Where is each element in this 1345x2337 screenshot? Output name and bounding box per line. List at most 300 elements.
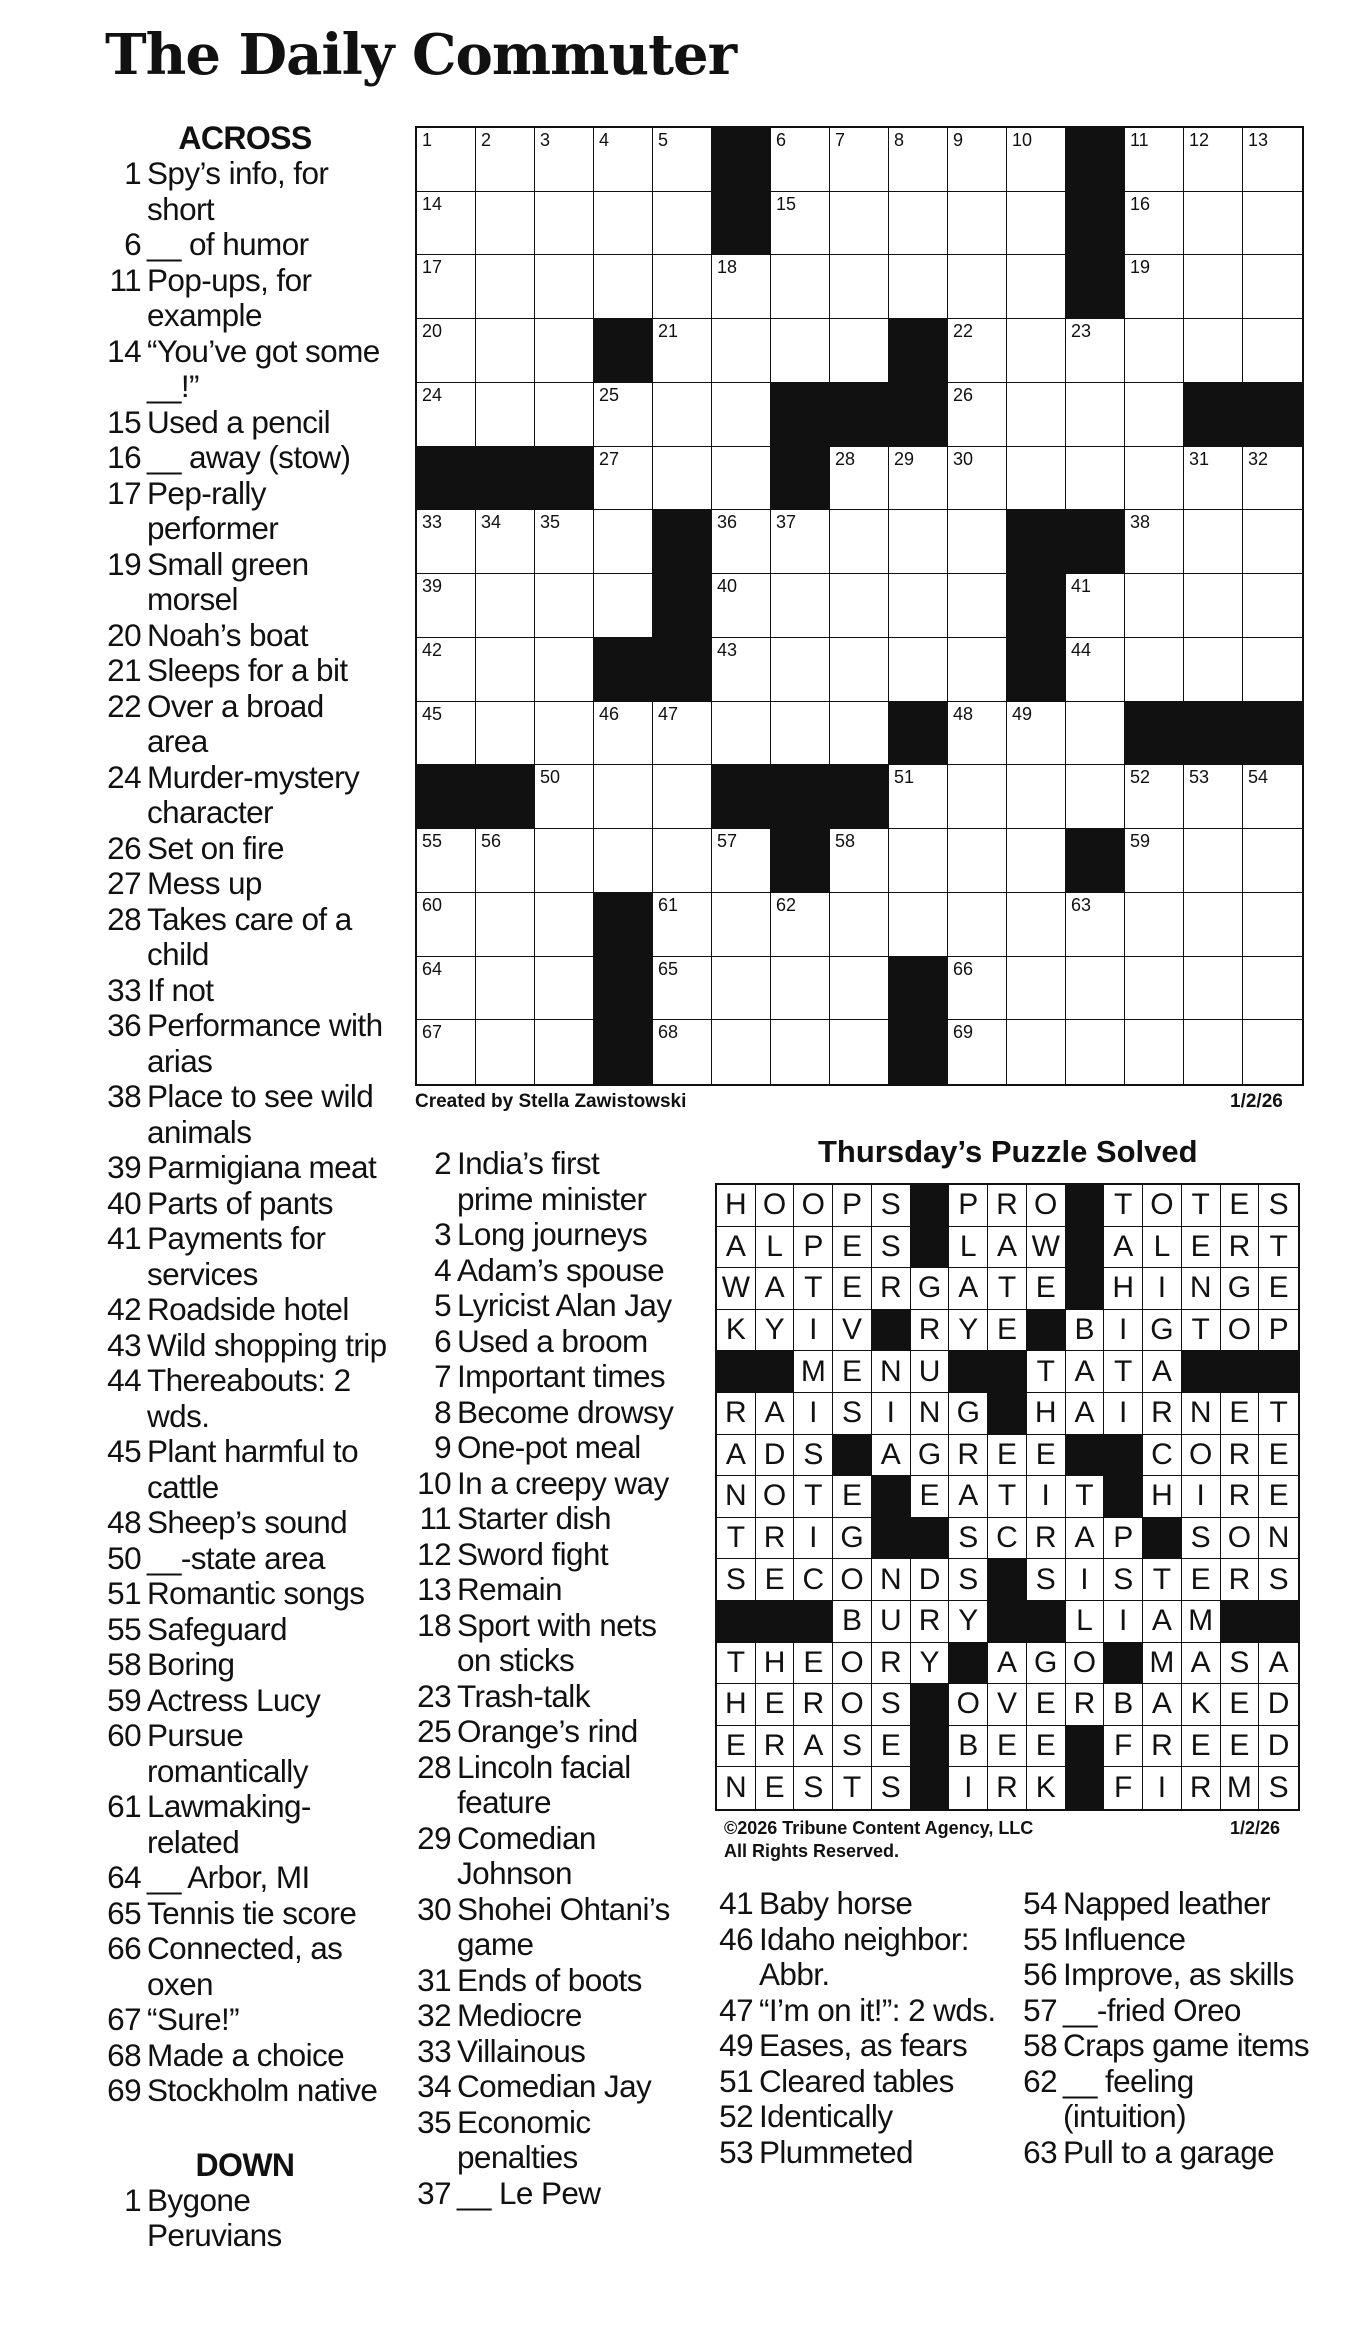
clue-text: Place to see wild animals xyxy=(147,1078,374,1150)
clue-text: Noah’s boat xyxy=(147,616,308,653)
clue-text: Safeguard xyxy=(147,1610,287,1647)
black-square xyxy=(911,1518,950,1560)
puzzle-cell[interactable] xyxy=(594,255,653,319)
puzzle-cell[interactable] xyxy=(476,957,535,1021)
puzzle-cell[interactable] xyxy=(535,893,594,957)
puzzle-cell[interactable] xyxy=(889,638,948,702)
clue-number: 24 xyxy=(107,758,141,795)
clue-number: 43 xyxy=(107,1326,141,1363)
solution-cell: L xyxy=(949,1227,988,1269)
puzzle-cell[interactable] xyxy=(417,1020,476,1084)
puzzle-cell[interactable] xyxy=(653,383,712,447)
down-clue-5 xyxy=(410,1288,680,1324)
solution-cell: E xyxy=(717,1726,756,1768)
puzzle-cell[interactable] xyxy=(535,192,594,256)
puzzle-cell[interactable] xyxy=(889,893,948,957)
puzzle-cell[interactable] xyxy=(1184,574,1243,638)
solution-cell: A xyxy=(988,1643,1027,1685)
puzzle-cell[interactable] xyxy=(889,128,948,192)
puzzle-cell[interactable] xyxy=(771,319,830,383)
solution-cell: T xyxy=(1027,1351,1066,1393)
puzzle-cell[interactable] xyxy=(653,128,712,192)
puzzle-cell[interactable] xyxy=(1007,957,1066,1021)
puzzle-cell[interactable] xyxy=(1007,893,1066,957)
clue-number: 6 xyxy=(124,226,141,262)
puzzle-cell[interactable] xyxy=(1243,1020,1302,1084)
puzzle-cell[interactable] xyxy=(889,192,948,256)
puzzle-cell[interactable] xyxy=(1243,255,1302,319)
puzzle-cell[interactable] xyxy=(535,383,594,447)
puzzle-cell[interactable] xyxy=(830,574,889,638)
puzzle-cell[interactable] xyxy=(535,574,594,638)
clue-text: Performance with arias xyxy=(147,1007,383,1079)
solution-cell: G xyxy=(911,1268,950,1310)
puzzle-cell[interactable] xyxy=(653,702,712,766)
puzzle-cell[interactable] xyxy=(476,255,535,319)
puzzle-cell[interactable] xyxy=(1243,957,1302,1021)
puzzle-cell[interactable] xyxy=(948,702,1007,766)
puzzle-cell[interactable] xyxy=(830,510,889,574)
puzzle-cell[interactable] xyxy=(830,702,889,766)
black-square xyxy=(872,1310,911,1352)
puzzle-cell[interactable] xyxy=(830,255,889,319)
puzzle-cell[interactable] xyxy=(476,638,535,702)
black-square xyxy=(771,383,830,447)
puzzle-cell[interactable] xyxy=(653,192,712,256)
clue-number: 33 xyxy=(107,971,141,1008)
puzzle-cell[interactable] xyxy=(712,574,771,638)
puzzle-cell[interactable] xyxy=(889,574,948,638)
puzzle-cell[interactable] xyxy=(712,319,771,383)
puzzle-cell[interactable] xyxy=(1184,765,1243,829)
clue-number: 21 xyxy=(107,652,141,688)
puzzle-cell[interactable] xyxy=(948,1020,1007,1084)
puzzle-cell[interactable] xyxy=(417,574,476,638)
puzzle-cell[interactable] xyxy=(476,510,535,574)
puzzle-cell[interactable] xyxy=(712,702,771,766)
puzzle-cell[interactable] xyxy=(948,957,1007,1021)
puzzle-cell[interactable] xyxy=(476,319,535,383)
solution-cell: A xyxy=(756,1268,795,1310)
puzzle-cell[interactable] xyxy=(771,1020,830,1084)
puzzle-cell[interactable] xyxy=(948,447,1007,511)
puzzle-cell[interactable] xyxy=(712,893,771,957)
clue-number: 41 xyxy=(107,1220,141,1256)
across-clue-24 xyxy=(100,760,390,831)
puzzle-cell[interactable] xyxy=(771,893,830,957)
puzzle-cell[interactable] xyxy=(948,192,1007,256)
puzzle-cell[interactable] xyxy=(594,702,653,766)
solution-cell: T xyxy=(988,1268,1027,1310)
solution-cell: R xyxy=(717,1393,756,1435)
black-square xyxy=(889,702,948,766)
puzzle-cell[interactable] xyxy=(594,765,653,829)
puzzle-cell[interactable] xyxy=(1184,192,1243,256)
newspaper-title: The Daily Commuter xyxy=(105,22,737,88)
puzzle-cell[interactable] xyxy=(830,192,889,256)
solution-cell: I xyxy=(1066,1559,1105,1601)
solution-cell: T xyxy=(1182,1310,1221,1352)
puzzle-cell[interactable] xyxy=(712,255,771,319)
puzzle-cell[interactable] xyxy=(771,957,830,1021)
puzzle-cell[interactable] xyxy=(594,510,653,574)
puzzle-cell[interactable] xyxy=(417,319,476,383)
puzzle-cell[interactable] xyxy=(653,893,712,957)
down-clue-51 xyxy=(712,2064,1012,2100)
puzzle-cell[interactable] xyxy=(830,1020,889,1084)
clue-text: In a creepy way xyxy=(457,1464,669,1501)
puzzle-cell[interactable] xyxy=(1184,829,1243,893)
solution-cell: D xyxy=(911,1559,950,1601)
clue-text: Adam’s spouse xyxy=(457,1251,664,1288)
puzzle-cell[interactable] xyxy=(1184,128,1243,192)
puzzle-cell[interactable] xyxy=(830,638,889,702)
solution-cell: A xyxy=(794,1726,833,1768)
clue-text: Lincoln facial feature xyxy=(457,1748,631,1820)
puzzle-cell[interactable] xyxy=(1066,893,1125,957)
solution-cell: N xyxy=(911,1393,950,1435)
solution-cell: S xyxy=(794,1435,833,1477)
solution-cell: E xyxy=(1027,1726,1066,1768)
puzzle-cell[interactable] xyxy=(653,447,712,511)
solution-cell: U xyxy=(872,1601,911,1643)
black-square xyxy=(833,1435,872,1477)
puzzle-cell[interactable] xyxy=(476,1020,535,1084)
down-clue-57 xyxy=(1016,1993,1316,2029)
puzzle-cell[interactable] xyxy=(476,829,535,893)
puzzle-cell[interactable] xyxy=(417,638,476,702)
puzzle-cell[interactable] xyxy=(948,255,1007,319)
puzzle-cell[interactable] xyxy=(771,510,830,574)
puzzle-cell[interactable] xyxy=(476,128,535,192)
across-clue-33 xyxy=(100,973,390,1009)
clue-text: Plant harmful to cattle xyxy=(147,1433,359,1505)
puzzle-cell[interactable] xyxy=(1184,319,1243,383)
puzzle-cell[interactable] xyxy=(417,702,476,766)
clue-number: 34 xyxy=(417,2068,451,2104)
puzzle-cell[interactable] xyxy=(417,192,476,256)
puzzle-cell[interactable] xyxy=(889,510,948,574)
solution-cell: P xyxy=(794,1227,833,1269)
cell-number: 24 xyxy=(422,384,443,405)
clue-text: Used a pencil xyxy=(147,403,331,440)
puzzle-cell[interactable] xyxy=(535,319,594,383)
clue-text: Tennis tie score xyxy=(147,1894,357,1931)
puzzle-cell[interactable] xyxy=(1007,192,1066,256)
cell-number: 59 xyxy=(1130,831,1151,852)
clue-number: 15 xyxy=(107,403,141,440)
puzzle-cell[interactable] xyxy=(830,128,889,192)
puzzle-cell[interactable] xyxy=(889,447,948,511)
puzzle-cell[interactable] xyxy=(594,128,653,192)
across-clue-1 xyxy=(100,156,390,227)
solution-cell: E xyxy=(1027,1435,1066,1477)
puzzle-cell[interactable] xyxy=(712,1020,771,1084)
puzzle-cell[interactable] xyxy=(1066,383,1125,447)
solution-cell: Y xyxy=(911,1643,950,1685)
solution-cell: E xyxy=(988,1310,1027,1352)
puzzle-cell[interactable] xyxy=(712,447,771,511)
puzzle-cell[interactable] xyxy=(948,574,1007,638)
down-clue-18 xyxy=(410,1608,680,1679)
cell-number: 1 xyxy=(422,130,433,150)
puzzle-cell[interactable] xyxy=(1125,893,1184,957)
cell-number: 17 xyxy=(422,257,443,278)
solution-cell: R xyxy=(949,1435,988,1477)
black-square xyxy=(1066,1435,1105,1477)
puzzle-cell[interactable] xyxy=(771,638,830,702)
solution-cell: A xyxy=(1143,1351,1182,1393)
puzzle-cell[interactable] xyxy=(1125,829,1184,893)
puzzle-cell[interactable] xyxy=(1007,1020,1066,1084)
clue-number: 64 xyxy=(107,1859,141,1895)
puzzle-cell[interactable] xyxy=(417,957,476,1021)
down-clue-46 xyxy=(712,1922,1012,1993)
puzzle-cell[interactable] xyxy=(889,255,948,319)
puzzle-cell[interactable] xyxy=(535,638,594,702)
puzzle-cell[interactable] xyxy=(830,893,889,957)
black-square xyxy=(988,1351,1027,1393)
across-clue-16 xyxy=(100,440,390,476)
puzzle-cell[interactable] xyxy=(653,255,712,319)
puzzle-cell[interactable] xyxy=(1125,255,1184,319)
puzzle-cell[interactable] xyxy=(1125,1020,1184,1084)
puzzle-cell[interactable] xyxy=(830,447,889,511)
puzzle-cell[interactable] xyxy=(948,383,1007,447)
cell-number: 28 xyxy=(835,448,856,469)
puzzle-cell[interactable] xyxy=(476,383,535,447)
puzzle-cell[interactable] xyxy=(1125,319,1184,383)
puzzle-cell[interactable] xyxy=(948,510,1007,574)
puzzle-cell[interactable] xyxy=(1066,638,1125,702)
solution-cell: S xyxy=(1259,1185,1298,1227)
puzzle-cell[interactable] xyxy=(1243,319,1302,383)
puzzle-cell[interactable] xyxy=(1066,702,1125,766)
puzzle-cell[interactable] xyxy=(948,319,1007,383)
puzzle-cell[interactable] xyxy=(653,1020,712,1084)
solution-cell: E xyxy=(1221,1684,1260,1726)
puzzle-cell[interactable] xyxy=(594,192,653,256)
solution-cell: A xyxy=(1259,1643,1298,1685)
puzzle-cell[interactable] xyxy=(948,128,1007,192)
solution-cell: R xyxy=(794,1684,833,1726)
cell-number: 69 xyxy=(953,1022,974,1043)
puzzle-cell[interactable] xyxy=(771,574,830,638)
puzzle-cell[interactable] xyxy=(1007,128,1066,192)
black-square xyxy=(1125,702,1184,766)
solution-cell: O xyxy=(833,1643,872,1685)
puzzle-cell[interactable] xyxy=(1125,765,1184,829)
puzzle-cell[interactable] xyxy=(1125,128,1184,192)
solution-cell: I xyxy=(1104,1310,1143,1352)
clue-text: Set on fire xyxy=(147,829,284,866)
puzzle-cell[interactable] xyxy=(889,765,948,829)
puzzle-cell[interactable] xyxy=(1184,255,1243,319)
puzzle-cell[interactable] xyxy=(1243,128,1302,192)
crossword-grid[interactable] xyxy=(415,126,1304,1086)
solution-cell: S xyxy=(872,1227,911,1269)
puzzle-cell[interactable] xyxy=(1184,447,1243,511)
puzzle-cell[interactable] xyxy=(1125,638,1184,702)
puzzle-cell[interactable] xyxy=(594,829,653,893)
puzzle-cell[interactable] xyxy=(653,319,712,383)
puzzle-cell[interactable] xyxy=(535,510,594,574)
cell-number: 6 xyxy=(776,130,787,150)
clue-number: 29 xyxy=(417,1819,451,1856)
puzzle-cell[interactable] xyxy=(535,765,594,829)
puzzle-cell[interactable] xyxy=(1007,383,1066,447)
puzzle-cell[interactable] xyxy=(1243,574,1302,638)
puzzle-cell[interactable] xyxy=(1243,765,1302,829)
puzzle-cell[interactable] xyxy=(594,383,653,447)
puzzle-cell[interactable] xyxy=(889,829,948,893)
solution-cell: R xyxy=(1221,1559,1260,1601)
puzzle-cell[interactable] xyxy=(1243,192,1302,256)
puzzle-cell[interactable] xyxy=(1066,319,1125,383)
puzzle-cell[interactable] xyxy=(476,702,535,766)
clue-text: If not xyxy=(147,971,214,1008)
puzzle-cell[interactable] xyxy=(1007,447,1066,511)
puzzle-cell[interactable] xyxy=(830,829,889,893)
puzzle-cell[interactable] xyxy=(771,128,830,192)
puzzle-cell[interactable] xyxy=(1184,1020,1243,1084)
puzzle-cell[interactable] xyxy=(476,192,535,256)
solution-cell: M xyxy=(1182,1601,1221,1643)
puzzle-cell[interactable] xyxy=(1066,1020,1125,1084)
puzzle-cell[interactable] xyxy=(1066,447,1125,511)
puzzle-cell[interactable] xyxy=(535,255,594,319)
puzzle-cell[interactable] xyxy=(1125,192,1184,256)
black-square xyxy=(1221,1351,1260,1393)
solution-cell: R xyxy=(988,1185,1027,1227)
cell-number: 29 xyxy=(894,448,915,469)
cell-number: 7 xyxy=(835,130,846,150)
puzzle-cell[interactable] xyxy=(653,829,712,893)
across-clue-28 xyxy=(100,902,390,973)
puzzle-cell[interactable] xyxy=(1184,957,1243,1021)
puzzle-cell[interactable] xyxy=(1184,638,1243,702)
puzzle-cell[interactable] xyxy=(1125,510,1184,574)
puzzle-cell[interactable] xyxy=(535,957,594,1021)
puzzle-cell[interactable] xyxy=(417,383,476,447)
puzzle-cell[interactable] xyxy=(1125,383,1184,447)
cell-number: 19 xyxy=(1130,257,1151,278)
puzzle-cell[interactable] xyxy=(712,383,771,447)
puzzle-cell[interactable] xyxy=(948,829,1007,893)
puzzle-cell[interactable] xyxy=(535,128,594,192)
puzzle-cell[interactable] xyxy=(1007,702,1066,766)
cell-number: 31 xyxy=(1189,448,1210,469)
clue-number: 1 xyxy=(124,2181,141,2218)
puzzle-cell[interactable] xyxy=(712,510,771,574)
puzzle-cell[interactable] xyxy=(1243,829,1302,893)
puzzle-cell[interactable] xyxy=(417,829,476,893)
solution-cell: E xyxy=(833,1476,872,1518)
black-square xyxy=(653,638,712,702)
solution-cell: A xyxy=(872,1435,911,1477)
solution-cell: R xyxy=(1143,1393,1182,1435)
puzzle-cell[interactable] xyxy=(476,893,535,957)
puzzle-cell[interactable] xyxy=(535,1020,594,1084)
solution-cell: D xyxy=(1259,1726,1298,1768)
black-square xyxy=(771,447,830,511)
puzzle-cell[interactable] xyxy=(653,765,712,829)
solution-cell: E xyxy=(1259,1476,1298,1518)
puzzle-cell[interactable] xyxy=(417,128,476,192)
puzzle-cell[interactable] xyxy=(653,957,712,1021)
puzzle-cell[interactable] xyxy=(1007,829,1066,893)
puzzle-cell[interactable] xyxy=(1243,447,1302,511)
puzzle-cell[interactable] xyxy=(1125,957,1184,1021)
puzzle-cell[interactable] xyxy=(712,638,771,702)
down-clue-30 xyxy=(410,1892,680,1963)
clue-number: 63 xyxy=(1023,2133,1057,2170)
puzzle-cell[interactable] xyxy=(771,702,830,766)
puzzle-cell[interactable] xyxy=(948,893,1007,957)
puzzle-cell[interactable] xyxy=(535,829,594,893)
solution-cell: O xyxy=(756,1476,795,1518)
puzzle-cell[interactable] xyxy=(1066,957,1125,1021)
puzzle-cell[interactable] xyxy=(417,255,476,319)
solution-cell: B xyxy=(1066,1310,1105,1352)
cell-number: 64 xyxy=(422,958,443,979)
puzzle-credit: Created by Stella Zawistowski xyxy=(415,1091,687,1112)
solution-cell: A xyxy=(949,1268,988,1310)
clue-text: Napped leather xyxy=(1063,1885,1271,1921)
puzzle-cell[interactable] xyxy=(594,574,653,638)
down-clue-11 xyxy=(410,1501,680,1537)
down-clue-55 xyxy=(1016,1922,1316,1958)
puzzle-cell[interactable] xyxy=(1243,638,1302,702)
puzzle-cell[interactable] xyxy=(948,765,1007,829)
cell-number: 15 xyxy=(776,193,797,214)
puzzle-cell[interactable] xyxy=(830,957,889,1021)
puzzle-cell[interactable] xyxy=(1007,255,1066,319)
puzzle-cell[interactable] xyxy=(1007,765,1066,829)
puzzle-cell[interactable] xyxy=(1184,893,1243,957)
puzzle-cell[interactable] xyxy=(476,574,535,638)
clue-text: Important times xyxy=(457,1358,666,1394)
puzzle-cell[interactable] xyxy=(712,957,771,1021)
puzzle-cell[interactable] xyxy=(1007,319,1066,383)
puzzle-cell[interactable] xyxy=(771,192,830,256)
puzzle-cell[interactable] xyxy=(1184,510,1243,574)
puzzle-cell[interactable] xyxy=(417,893,476,957)
puzzle-cell[interactable] xyxy=(1066,765,1125,829)
cell-number: 57 xyxy=(717,831,738,852)
puzzle-cell[interactable] xyxy=(948,638,1007,702)
puzzle-cell[interactable] xyxy=(1243,893,1302,957)
solution-cell: O xyxy=(1066,1643,1105,1685)
solution-cell: E xyxy=(911,1476,950,1518)
clue-number: 14 xyxy=(107,332,141,369)
puzzle-cell[interactable] xyxy=(1243,510,1302,574)
puzzle-cell[interactable] xyxy=(1125,574,1184,638)
puzzle-cell[interactable] xyxy=(771,255,830,319)
puzzle-cell[interactable] xyxy=(594,447,653,511)
puzzle-cell[interactable] xyxy=(1125,447,1184,511)
solution-cell: E xyxy=(1259,1435,1298,1477)
puzzle-cell[interactable] xyxy=(1066,574,1125,638)
clue-text: “I’m on it!”: 2 wds. xyxy=(759,1991,996,2028)
solution-cell: S xyxy=(833,1393,872,1435)
puzzle-cell[interactable] xyxy=(417,510,476,574)
cell-number: 21 xyxy=(658,321,679,342)
solution-cell: T xyxy=(717,1518,756,1560)
puzzle-cell[interactable] xyxy=(535,702,594,766)
puzzle-cell[interactable] xyxy=(830,319,889,383)
puzzle-cell[interactable] xyxy=(712,829,771,893)
